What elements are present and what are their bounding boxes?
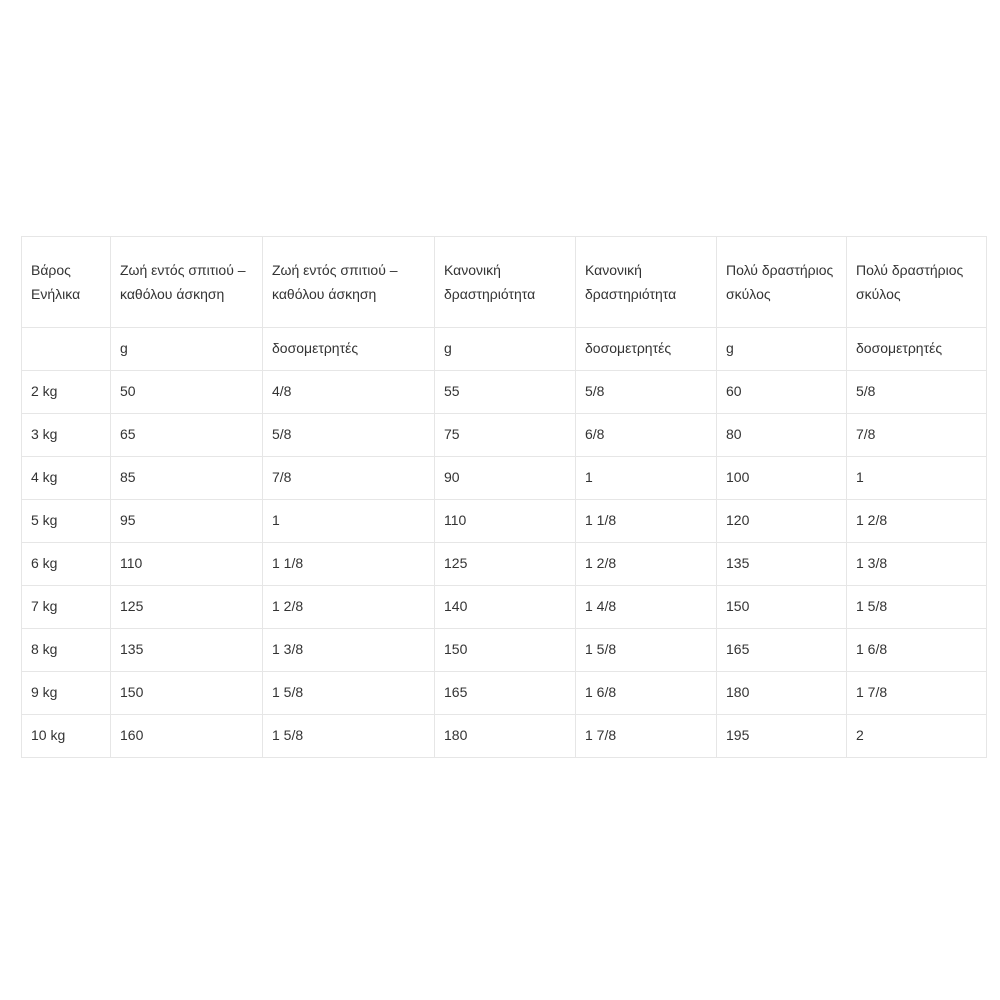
table-cell: 4/8 [263,371,435,414]
table-units-row [22,328,987,371]
table-row [22,543,987,586]
table-cell: 80 [717,414,847,457]
weight-cell: 4 kg [22,457,111,500]
table-cell: 160 [111,715,263,758]
table-cell: 135 [717,543,847,586]
weight-cell: 2 kg [22,371,111,414]
table-cell: 75 [435,414,576,457]
header-normal-grams: Κανονική δραστηριότητα [435,237,576,328]
table-cell: 150 [111,672,263,715]
unit-cell: g [717,328,847,371]
table-cell: 2 [847,715,987,758]
header-normal-scoops: Κανονική δραστηριότητα [576,237,717,328]
table-cell: 125 [111,586,263,629]
header-indoor-grams: Ζωή εντός σπιτιού – καθόλου άσκηση [111,237,263,328]
unit-cell: δοσομετρητές [576,328,717,371]
table-cell: 1 5/8 [263,672,435,715]
table-cell: 1 1/8 [263,543,435,586]
table-cell: 55 [435,371,576,414]
table-cell: 90 [435,457,576,500]
table-cell: 150 [717,586,847,629]
table-cell: 1 2/8 [263,586,435,629]
table-cell: 1 3/8 [263,629,435,672]
table-cell: 50 [111,371,263,414]
table-cell: 1 7/8 [847,672,987,715]
table-cell: 110 [435,500,576,543]
weight-cell: 6 kg [22,543,111,586]
table-cell: 1 2/8 [576,543,717,586]
table-cell: 95 [111,500,263,543]
table-cell: 1 6/8 [847,629,987,672]
table-cell: 5/8 [576,371,717,414]
table-cell: 7/8 [263,457,435,500]
table-cell: 100 [717,457,847,500]
table-cell: 195 [717,715,847,758]
weight-cell: 9 kg [22,672,111,715]
table-row [22,629,987,672]
table-cell: 1 [847,457,987,500]
table-cell: 110 [111,543,263,586]
table-cell: 5/8 [263,414,435,457]
table-cell: 1 6/8 [576,672,717,715]
table-cell: 135 [111,629,263,672]
table-cell: 165 [717,629,847,672]
table-cell: 140 [435,586,576,629]
table-cell: 1 2/8 [847,500,987,543]
table-cell: 125 [435,543,576,586]
table-cell: 180 [717,672,847,715]
table-row [22,715,987,758]
table-row [22,586,987,629]
table-cell: 65 [111,414,263,457]
unit-cell [22,328,111,371]
feeding-table [21,236,987,758]
weight-cell: 10 kg [22,715,111,758]
unit-cell: δοσομετρητές [263,328,435,371]
table-cell: 150 [435,629,576,672]
table-cell: 180 [435,715,576,758]
table-row [22,457,987,500]
table-cell: 1 4/8 [576,586,717,629]
header-active-scoops: Πολύ δραστήριος σκύλος [847,237,987,328]
table-cell: 1 7/8 [576,715,717,758]
table-row [22,672,987,715]
table-row [22,371,987,414]
weight-cell: 3 kg [22,414,111,457]
header-weight: Βάρος Ενήλικα [22,237,111,328]
table-cell: 7/8 [847,414,987,457]
table-cell: 5/8 [847,371,987,414]
table-cell: 1 5/8 [847,586,987,629]
unit-cell: g [435,328,576,371]
table-cell: 1 1/8 [576,500,717,543]
table-cell: 1 3/8 [847,543,987,586]
table-cell: 165 [435,672,576,715]
table-cell: 1 [576,457,717,500]
table-header-row [22,237,987,328]
header-indoor-scoops: Ζωή εντός σπιτιού – καθόλου άσκηση [263,237,435,328]
table-cell: 120 [717,500,847,543]
table-cell: 1 [263,500,435,543]
unit-cell: g [111,328,263,371]
weight-cell: 5 kg [22,500,111,543]
weight-cell: 8 kg [22,629,111,672]
table-cell: 1 5/8 [263,715,435,758]
header-active-grams: Πολύ δραστήριος σκύλος [717,237,847,328]
table-row [22,500,987,543]
table-cell: 6/8 [576,414,717,457]
weight-cell: 7 kg [22,586,111,629]
unit-cell: δοσομετρητές [847,328,987,371]
table-cell: 85 [111,457,263,500]
table-row [22,414,987,457]
table-cell: 1 5/8 [576,629,717,672]
table-cell: 60 [717,371,847,414]
